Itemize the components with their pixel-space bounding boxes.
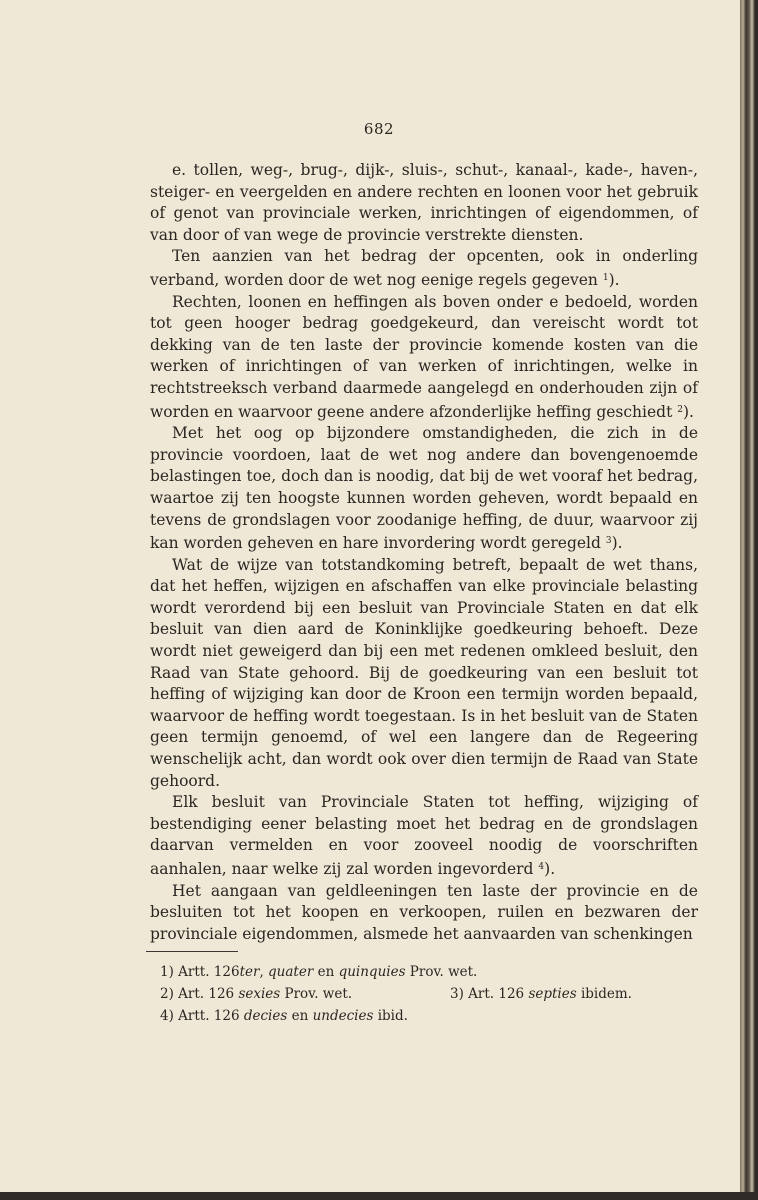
footnote-ref: 3 <box>605 536 612 547</box>
footnote-text: Prov. wet. <box>409 964 478 980</box>
footnote-text: Art. 126 <box>468 985 525 1002</box>
paragraph-opcenten <box>150 246 698 291</box>
footnote-italic: ter <box>239 964 260 980</box>
footnote-ref-close: ). <box>683 402 694 421</box>
page-bottom-edge <box>0 1192 758 1200</box>
footnote-ref: 4 <box>538 862 545 872</box>
footnote-text: Artt. 126 <box>178 1007 240 1024</box>
footnote-3 <box>450 984 632 1006</box>
paragraph-text: Met het oog op bijzondere omstandigheden, die zich in de provincie voordoen, laat de wet nog andere dan bovengenoemde belastingen toe, doch dan is noodig, dat bij de wet vooraf het bedrag, waartoe zij ten hoogste kunnen worden geheven, wordt bepaald en tevens de grondslagen voor zoodanige heffing, de duur, waarvoor zij kan worden geheven en hare invordering wordt geregeld <box>150 424 698 553</box>
footnote-number: 2) <box>160 985 174 1002</box>
footnote-text: Artt. 126 <box>178 964 240 980</box>
paragraph-besluit <box>150 792 698 880</box>
paragraph-rechten <box>150 292 698 424</box>
footnote-text: en <box>317 964 335 980</box>
footnote-number: 4) <box>160 1007 174 1024</box>
footnote-italic: sexies <box>238 985 281 1002</box>
page-number: 682 <box>363 120 395 138</box>
footnote-italic: septies <box>528 985 577 1002</box>
footnote-italic: quater <box>268 964 314 980</box>
footnote-text: , <box>259 964 264 980</box>
footnote-text: ibid. <box>377 1007 408 1024</box>
footnote-1 <box>160 962 680 984</box>
paragraph-text: Elk besluit van Provinciale Staten tot heffing, wijziging of bestendiging eener belasting moet het bedrag en de grondslagen daarvan vermelden en voor zooveel noodig de voorschriften aanhalen, naar welke zij zal worden ingevorderd <box>150 793 698 878</box>
footnote-italic: decies <box>243 1007 288 1024</box>
footnote-italic: quinquies <box>338 964 406 980</box>
footnote-text: ibidem. <box>580 985 632 1002</box>
footnote-ref-close: ). <box>608 270 620 289</box>
footnote-text: Art. 126 <box>178 985 235 1002</box>
paragraph-totstandkoming: Wat de wijze van totstandkoming betreft, bepaalt de wet thans, dat het heffen, wijzigen en afschaffen van elke provinciale belasting wordt verordend bij een besluit van Provinciale Staten en dat elk besluit van dien aard de Koninklijke goedkeuring behoeft. Deze wordt niet geweigerd dan bij een met redenen omkleed besluit, den Raad van State gehoord. Bij de goedkeuring van een besluit tot heffing of wijziging kan door de Kroon een termijn worden bepaald, waarvoor de heffing wordt toegestaan. Is in het besluit van de Staten geen termijn genoemd, of wel een langere dan de Regeering wenschelijk acht, dan wordt ook over dien termijn de Raad van State gehoord. <box>150 555 698 790</box>
footnote-italic: undecies <box>312 1007 374 1024</box>
paragraph-geldleeningen: Het aangaan van geldleeningen ten laste der provincie en de besluiten tot het koopen en verkoopen, ruilen en bezwaren der provinciale eigendommen, alsmede het aanvaarden van schenkingen <box>150 881 698 943</box>
body-text <box>150 160 698 945</box>
footnote-ref: 2 <box>677 404 683 415</box>
footnote-ref-close: ). <box>544 860 556 878</box>
footnote-number: 3) <box>450 985 464 1002</box>
paragraph-omstandigheden <box>150 423 698 555</box>
footnote-ref: 1 <box>602 272 609 283</box>
footnote-text: en <box>291 1007 309 1024</box>
footnotes <box>160 962 680 1027</box>
footnote-divider <box>146 951 238 952</box>
footnote-text: Prov. wet. <box>284 985 353 1002</box>
footnote-number: 1) <box>160 964 174 980</box>
footnote-ref-close: ). <box>611 534 623 553</box>
paragraph-tollen: e. tollen, weg-, brug-, dijk-, sluis-, schut-, kanaal-, kade-, haven-, steiger- en veergelden en andere rechten en loonen voor het gebruik of genot van provinciale werken, inrichtingen of eigendommen, of van door of van wege de provincie verstrekte diensten. <box>150 161 698 244</box>
footnote-4 <box>160 1006 680 1028</box>
paragraph-text: Ten aanzien van het bedrag der opcenten, ook in onderling verband, worden door de wet nog eenige regels gegeven <box>150 247 698 289</box>
book-binding-edge <box>740 0 758 1200</box>
footnote-2-3 <box>160 984 680 1006</box>
paragraph-text: Rechten, loonen en heffingen als boven onder e bedoeld, worden tot geen hooger bedrag goedgekeurd, dan vereischt wordt tot dekking van de ten laste der provincie komende kosten van die werken of inrichtingen of van werken of inrichtingen, welke in rechtstreeksch verband daarmede aangelegd en onderhouden zijn of worden en waarvoor geene andere afzonderlijke heffing geschiedt <box>150 292 698 421</box>
